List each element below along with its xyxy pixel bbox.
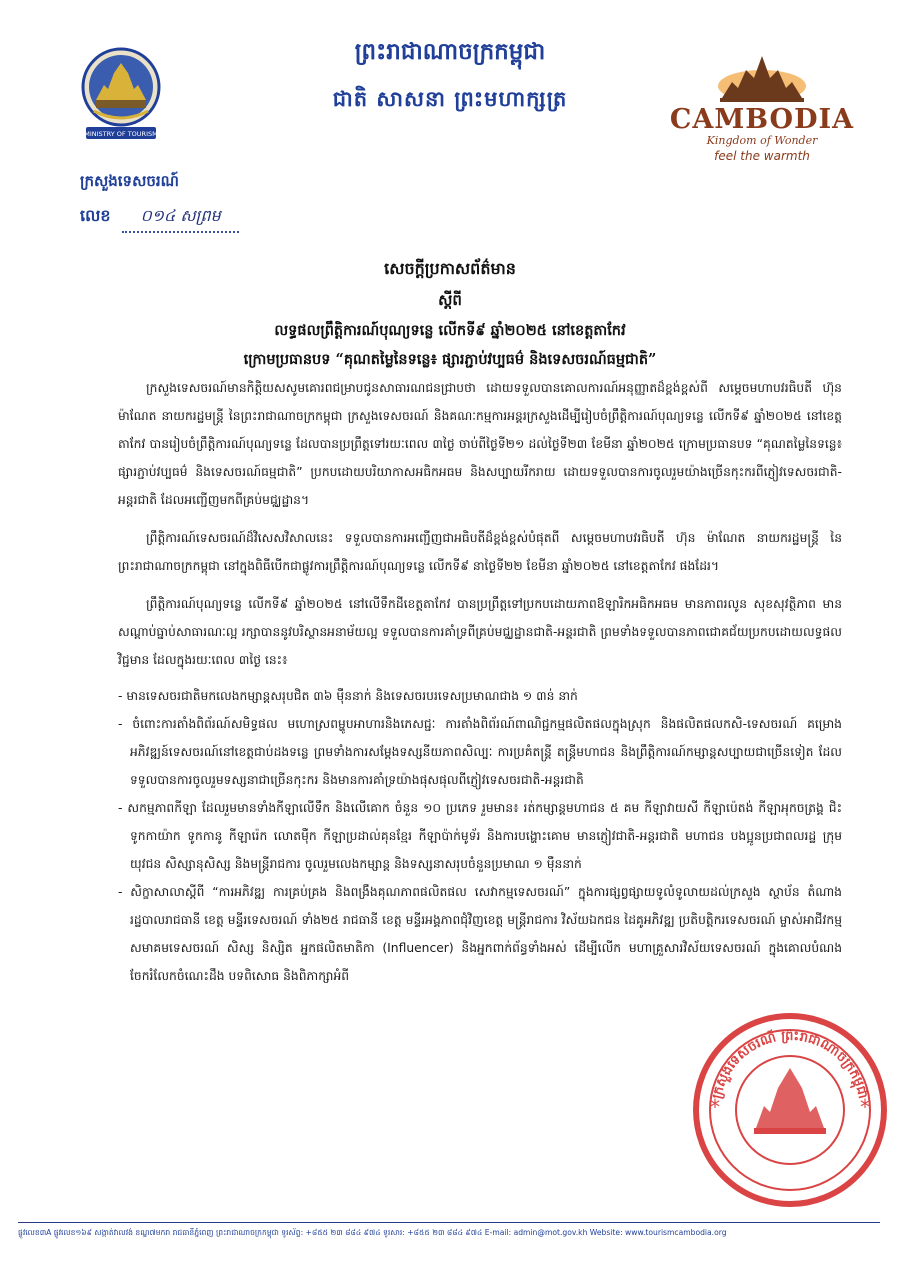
footer-address: ផ្លូវលេខ៣A ផ្លូវលេខ១៦៩ សង្កាត់វាលវង់ ខណ្ឌ៧មករា រាជធានីភ្នំពេញ ព្រះរាជាណាចក្រកម្ពុជា ទូរស័ព្ទ: +៨៥៥ ២៣ ៨៨៤ ៩៧៤ ទូរសារ: +៨៥៥ ២៣ ៨៨៤ ៩៧៤ E-mail: admin@mot.gov.kh Website: www.tourismcambodia.org (18, 1228, 727, 1237)
results-list (118, 682, 842, 990)
title-line-4: ក្រោមប្រធានបទ “គុណតម្លៃនៃទន្លេ៖ ផ្សារភ្ជាប់វប្បធម៌ និងទេសចរណ៍ធម្មជាតិ” (243, 351, 657, 368)
list-item: - ចំពោះការតាំងពិព័រណ៍សមិទ្ធផល មហោស្រពម្ហូបអាហារនិងភេសជ្ជៈ ការតាំងពិព័រណ៍ពាណិជ្ជកម្មផលិតផលក្នុងស្រុក និងផលិតផលកសិ-ទេសចរណ៍ គម្រោងអភិវឌ្ឍន៍ទេសចរណ៍នៅខេត្តជាប់ដងទន្លេ ព្រមទាំងការសម្តែងទស្សនីយភាពសិល្បៈ ការប្រគំតន្ត្រី តន្ត្រីមហាជន និងព្រឹត្តិការណ៍កម្សាន្តសប្បាយជាច្រើនទៀត ដែលទទួលបានការចូលរួមទស្សនាជាច្រើនកុះករ និងមានការគាំទ្រយ៉ាងផុសផុលពីភ្ញៀវទេសចរជាតិ-អន្តរជាតិ (118, 710, 842, 794)
cambodia-brand: CAMBODIA (669, 104, 855, 135)
svg-text:*: * (710, 1095, 720, 1119)
svg-text:*: * (860, 1095, 870, 1119)
cambodia-tagline: Kingdom of Wonder (706, 134, 818, 147)
announcement-title (60, 258, 840, 372)
ministry-logo-text: MINISTRY OF TOURISM (84, 130, 158, 138)
ministry-logo-icon (76, 45, 166, 145)
announcement-body (118, 374, 842, 990)
official-seal-icon (690, 1010, 890, 1210)
title-line-2: ស្តីពី (438, 291, 462, 309)
paragraph-2: ព្រឹត្តិការណ៍ទេសចរណ៍ដ៏វិសេសវិសាលនេះ ទទួលបានការអញ្ជើញជាអធិបតីដ៏ខ្ពង់ខ្ពស់បំផុតពី សម្តេចមហាបវរធិបតី ហ៊ុន ម៉ាណែត នាយករដ្ឋមន្ត្រី នៃព្រះរាជាណាចក្រកម្ពុជា នៅក្នុងពិធីបើកជាផ្លូវការព្រឹត្តិការណ៍បុណ្យទន្លេ លើកទី៩ នាថ្ងៃទី២២ ខែមីនា ឆ្នាំ២០២៥ នៅខេត្តតាកែវ ផងដែរ។ (118, 531, 842, 573)
paragraph-1: ក្រសួងទេសចរណ៍មានកិត្តិយសសូមគោរពជម្រាបជូនសាធារណជនជ្រាបថា ដោយទទួលបានគោលការណ៍អនុញ្ញាតដ៏ខ្ពង់ខ្ពស់ពី សម្តេចមហាបវរធិបតី ហ៊ុន ម៉ាណែត នាយករដ្ឋមន្ត្រី នៃព្រះរាជាណាចក្រកម្ពុជា ក្រសួងទេសចរណ៍ និងគណៈកម្មការអន្តរក្រសួងដើម្បីរៀបចំព្រឹត្តិការណ៍បុណ្យទន្លេ លើកទី៩ ឆ្នាំ២០២៥ នៅខេត្តតាកែវ បានរៀបចំព្រឹត្តិការណ៍បុណ្យទន្លេ ដែលបានប្រព្រឹត្តទៅរយៈពេល ៣ថ្ងៃ ចាប់ពីថ្ងៃទី២១ ដល់ថ្ងៃទី២៣ ខែមីនា ឆ្នាំ២០២៥ ក្រោមប្រធានបទ “គុណតម្លៃនៃទន្លេ៖ ផ្សារភ្ជាប់វប្បធម៌ និងទេសចរណ៍ធម្មជាតិ” ប្រកបដោយបរិយាកាសអធិកអធម និងសប្បាយរីករាយ ដោយទទួលបានការចូលរួមយ៉ាងច្រើនកុះករពីភ្ញៀវទេសចរជាតិ-អន្តរជាតិ ដែលអញ្ជើញមកពីគ្រប់មជ្ឈដ្ឋាន។ (118, 381, 842, 507)
seal-text: ក្រសួងទេសចរណ៍ ព្រះរាជាណាចក្រកម្ពុជា (709, 1028, 871, 1101)
title-line-3: លទ្ធផលព្រឹត្តិការណ៍បុណ្យទន្លេ លើកទី៩ ឆ្នាំ២០២៥ នៅខេត្តតាកែវ (274, 322, 626, 339)
cambodia-logo (666, 48, 862, 168)
document-number (80, 205, 239, 233)
temple-silhouette-icon (718, 56, 806, 102)
cambodia-slogan: feel the warmth (714, 149, 810, 163)
kingdom-title: ព្រះរាជាណាចក្រកម្ពុជា (354, 38, 546, 65)
ministry-name: ក្រសួងទេសចរណ៍ (80, 172, 179, 190)
kingdom-motto: ជាតិ សាសនា ព្រះមហាក្សត្រ (332, 86, 568, 111)
document-number-label: លេខ (80, 206, 111, 225)
list-item: - សិក្ខាសាលាស្តីពី “ការអភិវឌ្ឍ ការគ្រប់គ្រង និងពង្រឹងគុណភាពផលិតផល សេវាកម្មទេសចរណ៍” ក្នុងការផ្សព្វផ្សាយទូលំទូលាយដល់ក្រសួង ស្ថាប័ន តំណាងរដ្ឋបាលរាជធានី ខេត្ត មន្ទីរទេសចរណ៍ ទាំង២៥ រាជធានី ខេត្ត មន្ទីរអង្គភាពជុំវិញខេត្ត មន្ត្រីរាជការ វិស័យឯកជន ដៃគូអភិវឌ្ឍ ប្រតិបត្តិករទេសចរណ៍ ម្ចាស់អាជីវកម្ម សមាគមទេសចរណ៍ សិស្ស និស្សិត អ្នកផលិតមាតិកា (Influencer) និងអ្នកពាក់ព័ន្ធទាំងអស់ ដើម្បីលើក មហាគ្រួសារវិស័យទេសចរណ៍ ក្នុងគោលបំណងចែករំលែកចំណេះដឹង បទពិសោធ និងពិភាក្សាអំពី (118, 878, 842, 990)
list-item: - សកម្មភាពកីឡា ដែលរួមមានទាំងកីឡាលើទឹក និងលើគោក ចំនួន ១០ ប្រភេទ រួមមាន៖ រត់កម្សាន្តមហាជន ៥ គម កីឡាវាយសី កីឡាប៉េតង់ កីឡាអុកចត្រង្គ ជិះទូកកាយ៉ាក ទូកកានូ កីឡារ៉េក លោតម៉ឺក កីឡាប្រដាល់គុនខ្មែរ កីឡាប៉ាក់មូទ័រ និងការបង្ហោះគោម មានភ្ញៀវជាតិ-អន្តរជាតិ មហាជន បងប្អូនប្រជាពលរដ្ឋ ក្រុមយុវជន សិស្សានុសិស្ស និងមន្ត្រីរាជការ ចូលរួមលេងកម្សាន្ត និងទស្សនាសរុបចំនួនប្រមាណ ១ ម៉ឺននាក់ (118, 794, 842, 878)
footer-divider (18, 1222, 880, 1223)
document-number-value: ០១៤ សព្រម (122, 205, 238, 233)
paragraph-3: ព្រឹត្តិការណ៍បុណ្យទន្លេ លើកទី៩ ឆ្នាំ២០២៥ នៅលើទឹកដីខេត្តតាកែវ បានប្រព្រឹត្តទៅប្រកបដោយភាពឱឡារិកអធិកអធម មានភាពរលូន សុខសុវត្ថិភាព មានសណ្តាប់ធ្នាប់សាធារណៈល្អ រក្សាបាននូវបរិស្ថានអនាម័យល្អ ទទួលបានការគាំទ្រពីគ្រប់មជ្ឈដ្ឋានជាតិ-អន្តរជាតិ ព្រមទាំងទទួលបានភាពជោគជ័យប្រកបដោយលទ្ធផលវិជ្ជមាន ដែលក្នុងរយៈពេល ៣ថ្ងៃ នេះ៖ (118, 597, 842, 667)
title-line-1: សេចក្តីប្រកាសព័ត៌មាន (384, 259, 516, 278)
list-item: - មានទេសចរជាតិមកលេងកម្សាន្តសរុបជិត ៣៦ ម៉ឺននាក់ និងទេសចរបរទេសប្រមាណជាង ១ ៣ន់ នាក់ (118, 682, 842, 710)
